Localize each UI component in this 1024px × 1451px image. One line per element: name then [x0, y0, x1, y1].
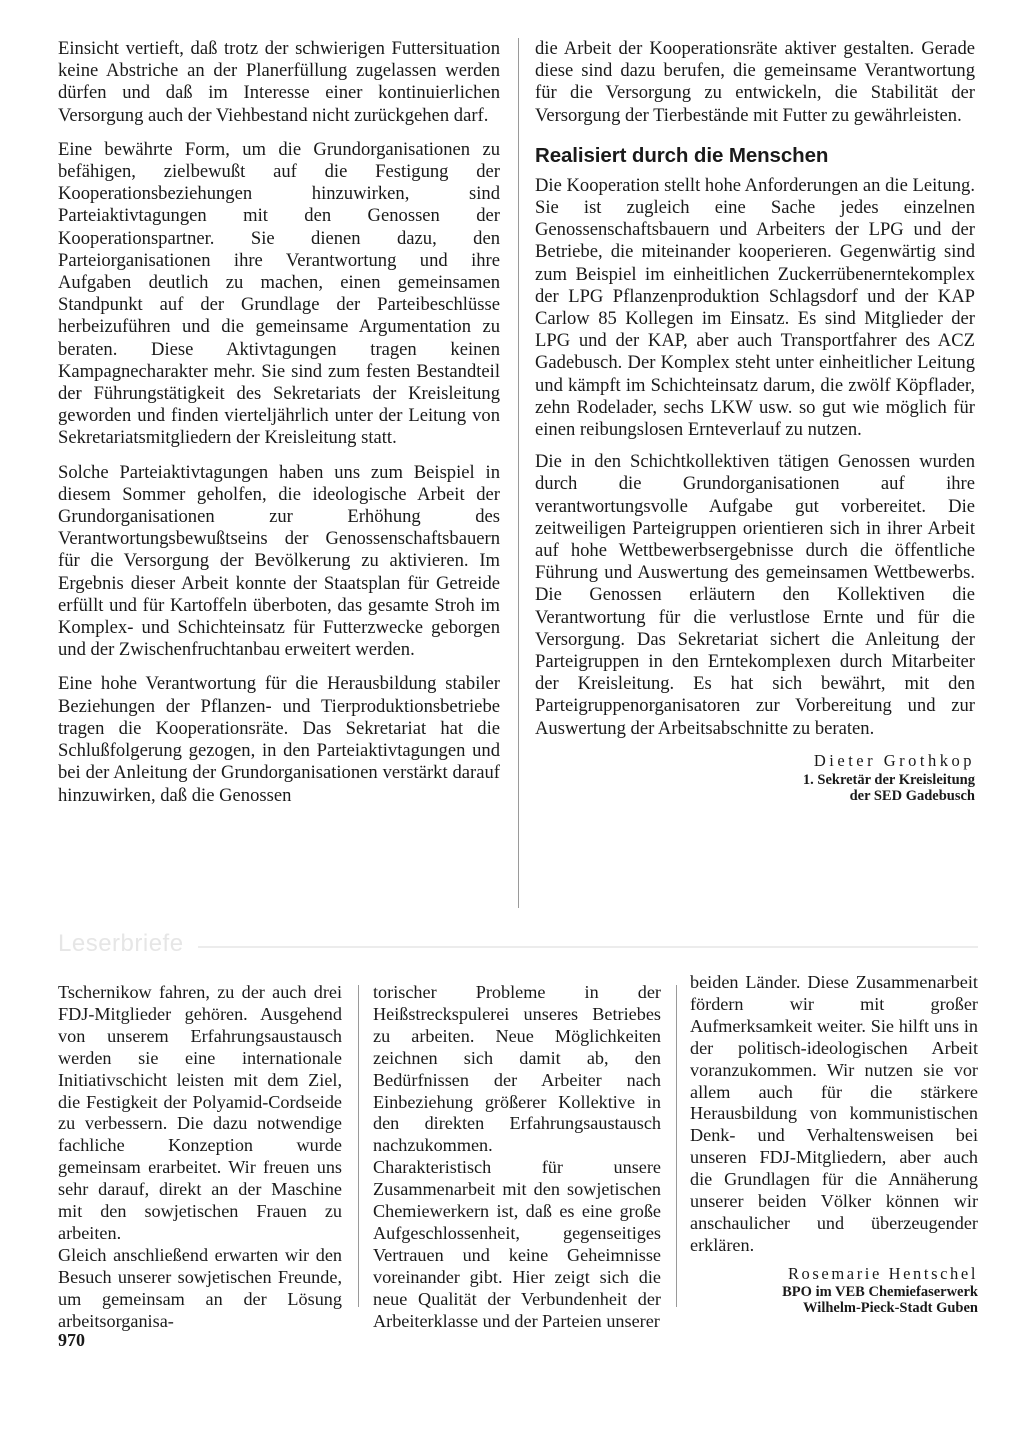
letter-paragraph: beiden Länder. Diese Zusammenarbeit fördern wir mit großer Aufmerksamkeit weiter. Sie hilft uns in der politisch-ideologischen Arbeit voranzukommen. Wir nutzen sie vor allem auch für die stärkere Herausbildung von kommunistischen Denk- und Verhaltensweisen bei unseren FDJ-Mitgliedern, aber auch die Grundlagen für die Annäherung unserer beiden Völker können wir anschaulicher und überzeugender erklären. [690, 972, 978, 1255]
page-number: 970 [58, 1330, 85, 1350]
section-headline: Realisiert durch die Menschen [535, 143, 829, 167]
article-column-1 [58, 38, 500, 819]
article-paragraph: die Arbeit der Kooperationsräte aktiver gestalten. Gerade diese sind dazu berufen, die gemeinsame Verantwortung für die Versorgung zu entwickeln, die Stabilität der Versorgung der Tierbestände mit Futter zu gewährleisten. [535, 38, 975, 126]
letter-author-location: Wilhelm-Pieck-Stadt Guben [803, 1299, 978, 1316]
column-divider [358, 985, 359, 1307]
letter-paragraph: Charakteristisch für unsere Zusammenarbeit mit den sowjetischen Chemiewerkern ist, daß es eine große Aufgeschlossenheit, gegenseitiges Vertrauen und keine Geheimnisse voreinander gibt. Hier zeigt sich die neue Qualität der Verbundenheit der Arbeiterklasse und der Parteien unserer [373, 1157, 661, 1331]
article-paragraph: Eine hohe Verantwortung für die Herausbildung stabiler Beziehungen der Pflanzen- und Tierproduktionsbetriebe tragen die Kooperationsräte. Das Sekretariat hat die Schlußfolgerung gezogen, in den Parteiaktivtagungen und bei der Anleitung der Grundorganisationen verstärkt darauf hinzuwirken, daß die Genossen [58, 673, 500, 806]
column-divider [676, 985, 677, 1307]
article-paragraph: Die Kooperation stellt hohe Anforderungen an die Leitung. Sie ist zugleich eine Sache jedes einzelnen Genossenschaftsbauern und Arbeiters der LPG und der Betriebe, die miteinander kooperieren. Gegenwärtig sind zum Beispiel im einheitlichen Zuckerrübenerntekomplex der LPG Pflanzenproduktion Schlagsdorf und der KAP Carlow 85 Kollegen im Einsatz. Es sind Mitglieder der LPG und der KAP, aber auch Transportfahrer des ACZ Gadebusch. Der Komplex steht unter einheitlicher Leitung und kämpft im Schichteinsatz darum, die zwölf Köpflader, zehn Rodelader, sechs LKW usw. so gut wie möglich für einen reibungslosen Ernteverlauf zu nutzen. [535, 174, 975, 441]
letter-author-role: BPO im VEB Chemiefaserwerk [782, 1283, 978, 1300]
article-paragraph: Die in den Schichtkollektiven tätigen Genossen wurden durch die Grundorganisationen auf ihre verantwortungsvolle Aufgabe gut vorbereitet. Die zeitweiligen Parteigruppen orientieren sich in ihrer Arbeit auf hohe Wettbewerbsergebnisse durch die öffentliche Führung und Auswertung des gemeinsamen Wettbewerbs. Die Genossen erläutern den Kollektiven die Verantwortung für die verlustlose Ernte und für die Versorgung. Das Sekretariat sichert die Anleitung der Parteigruppen in den Erntekomplexen durch Mitarbeiter der Kreisleitung. Es hat sich bewährt, mit den Parteigruppenorganisatoren zur Vorbereitung und zur Auswertung der Arbeitsabschnitte zu beraten. [535, 451, 975, 739]
letter-paragraph: Tschernikow fahren, zu der auch drei FDJ-Mitglieder gehören. Ausgehend von unserem Erfahrungsaustausch werden sie eine internationale Initiativschicht leisten mit dem Ziel, die Festigkeit der Polyamid-Cordseide zu verbessern. Die dazu notwendige fachliche Konzeption wurde gemeinsam erarbeitet. Wir freuen uns sehr darauf, direkt an der Maschine mit den sowjetischen Frauen zu arbeiten. [58, 982, 342, 1243]
letters-column-3 [690, 972, 978, 1316]
section-banner-label: Leserbriefe [58, 930, 184, 957]
author-role: 1. Sekretär der Kreisleitung [802, 771, 975, 788]
letters-column-1 [58, 982, 342, 1333]
article-paragraph: Solche Parteiaktivtagungen haben uns zum Beispiel in diesem Sommer geholfen, die ideologische Arbeit der Grundorganisationen zur Erhöhung des Verantwortungsbewußtseins der Genossenschaftsbauern für die Versorgung der Bevölkerung zu aktivieren. Im Ergebnis dieser Arbeit konnte der Staatsplan für Getreide erfüllt und für Kartoffeln überboten, das gesamte Stroh im Komplex- und Schichteinsatz für Futterzwecke geborgen und der Zwischenfruchtanbau erweitert werden. [58, 461, 500, 661]
article-paragraph: Eine bewährte Form, um die Grundorganisationen zu befähigen, zielbewußt auf die Festigung der Kooperationsbeziehungen hinzuwirken, sind Parteiaktivtagungen mit den Genossen der Kooperationspartner. Sie dienen dazu, den Parteiorganisationen ihre Verantwortung und ihre Aufgaben deutlich zu machen, einen gemeinsamen Standpunkt auf der Grundlage der Parteibeschlüsse herbeizuführen und die gemeinsame Argumentation zu beraten. Diese Aktivtagungen tragen keinen Kampagnecharakter mehr. Sie sind zum festen Bestandteil der Führungstätigkeit des Sekretariats der Kreisleitung geworden und finden vierteljährlich unter der Leitung von Sekretariatsmitgliedern der Kreisleitung statt. [58, 138, 500, 449]
letters-column-2 [373, 982, 661, 1333]
letter-author-name: Rosemarie Hentschel [787, 1263, 978, 1283]
column-divider [518, 38, 519, 908]
article-paragraph: Einsicht vertieft, daß trotz der schwierigen Futtersituation keine Abstriche an der Planerfüllung zugelassen werden dürfen und daß im Interesse einer kontinuierlichen Versorgung auch der Viehbestand nicht zurückgehen darf. [58, 38, 500, 126]
author-organization: der SED Gadebusch [849, 787, 975, 804]
letter-paragraph: torischer Probleme in der Heißstreckspulerei unseres Betriebes zu arbeiten. Neue Möglichkeiten zeichnen sich damit ab, den Bedürfnissen der Arbeiter nach Einbeziehung größerer Kollektive in den direkten Erfahrungsaustausch nachzukommen. [373, 982, 661, 1156]
letter-paragraph: Gleich anschließend erwarten wir den Besuch unserer sowjetischen Freunde, um gemeinsam an der Lösung arbeitsorganisa- [58, 1244, 342, 1331]
section-banner-rule [198, 946, 978, 948]
author-name: Dieter Grothkop [813, 750, 975, 770]
article-column-2 [535, 38, 975, 804]
section-banner [58, 930, 978, 960]
